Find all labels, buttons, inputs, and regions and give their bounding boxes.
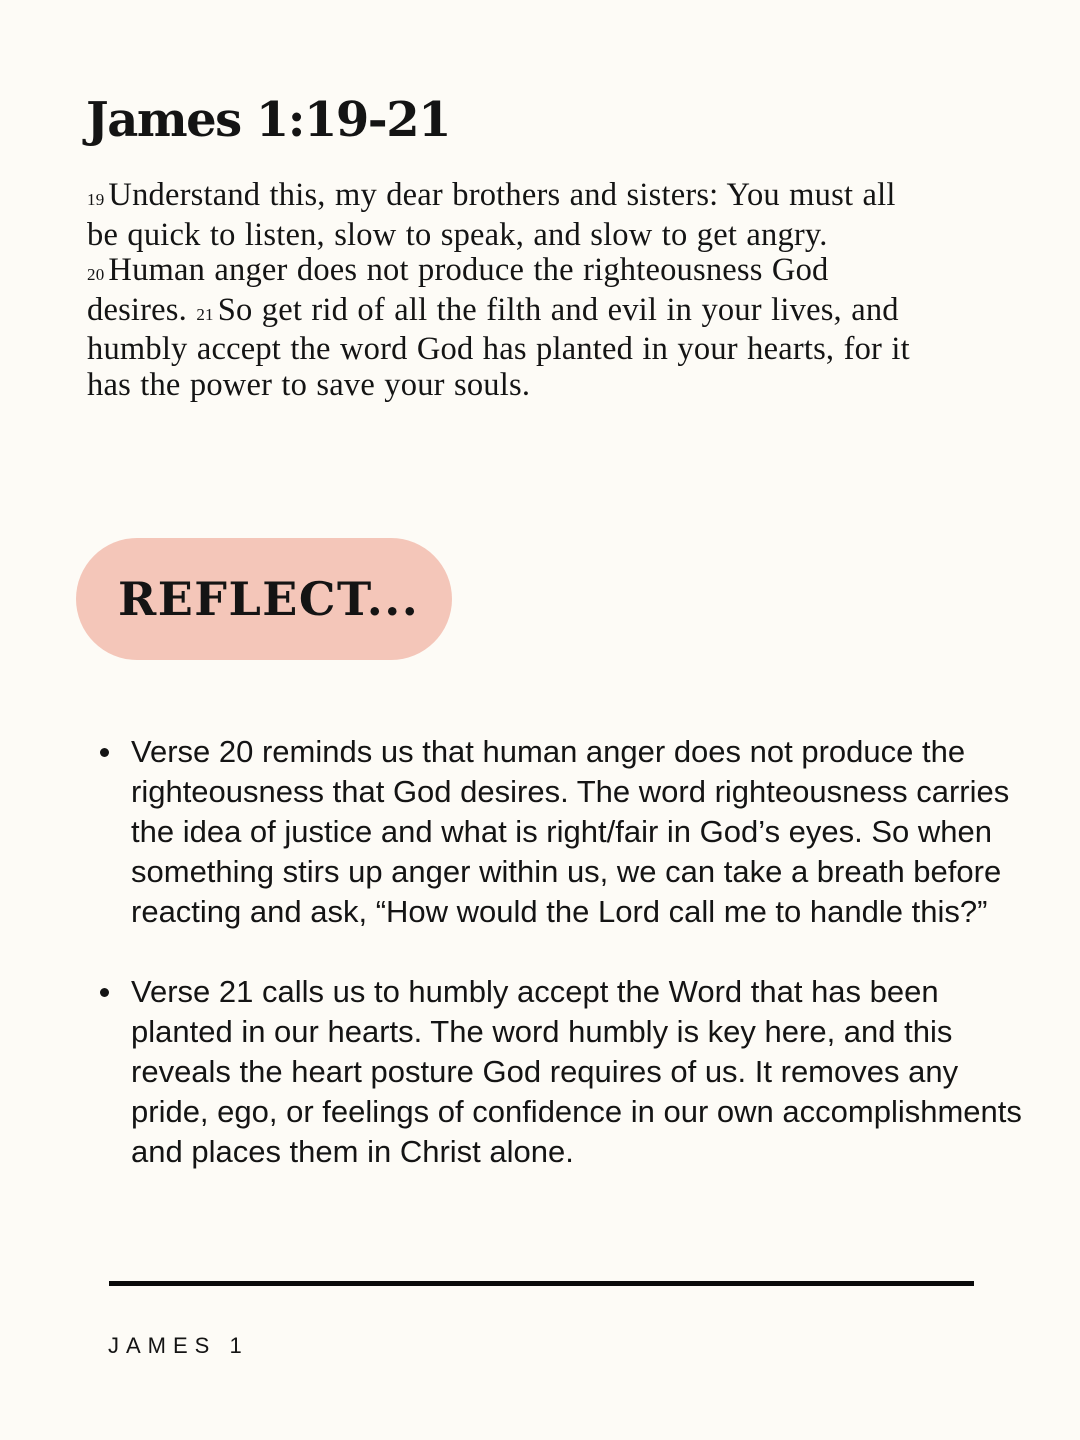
bullet-icon: [100, 988, 109, 997]
verse-number-20: 20: [87, 265, 105, 284]
bullet-icon: [100, 748, 109, 757]
list-item: [96, 972, 1026, 1172]
reflect-pill: [76, 538, 452, 660]
verse-text-19: Understand this, my dear brothers and sisters: You must all be quick to listen, slow to speak, and slow to get angry.: [87, 177, 896, 253]
footer-label: JAMES 1: [108, 1333, 249, 1358]
reflection-list: [96, 732, 1026, 1212]
reflection-text: Verse 20 reminds us that human anger does not produce the righteousness that God desires. The word righteousness carries the idea of justice and what is right/fair in God’s eyes. So when something stirs up anger within us, we can take a breath before reacting and ask, “How would the Lord call me to handle this?”: [131, 734, 1010, 929]
reflect-heading: REFLECT...: [118, 572, 420, 626]
verse-text-20: Human anger does not produce the righteousness God desires.: [87, 252, 829, 328]
scripture-passage: [87, 178, 927, 403]
list-item: [96, 732, 1026, 932]
verse-number-19: 19: [87, 190, 105, 209]
page-title: James 1:19-21: [86, 92, 451, 148]
reflection-text: Verse 21 calls us to humbly accept the Word that has been planted in our hearts. The word humbly is key here, and this reveals the heart posture God requires of us. It removes any pride, ego, or feelings of confidence in our own accomplishments and places them in Christ alone.: [131, 974, 1022, 1169]
footer-divider: [109, 1281, 974, 1286]
verse-text-21: So get rid of all the filth and evil in your lives, and humbly accept the word God has planted in your hearts, for it has the power to save your souls.: [87, 291, 910, 403]
verse-number-21: 21: [196, 304, 214, 324]
